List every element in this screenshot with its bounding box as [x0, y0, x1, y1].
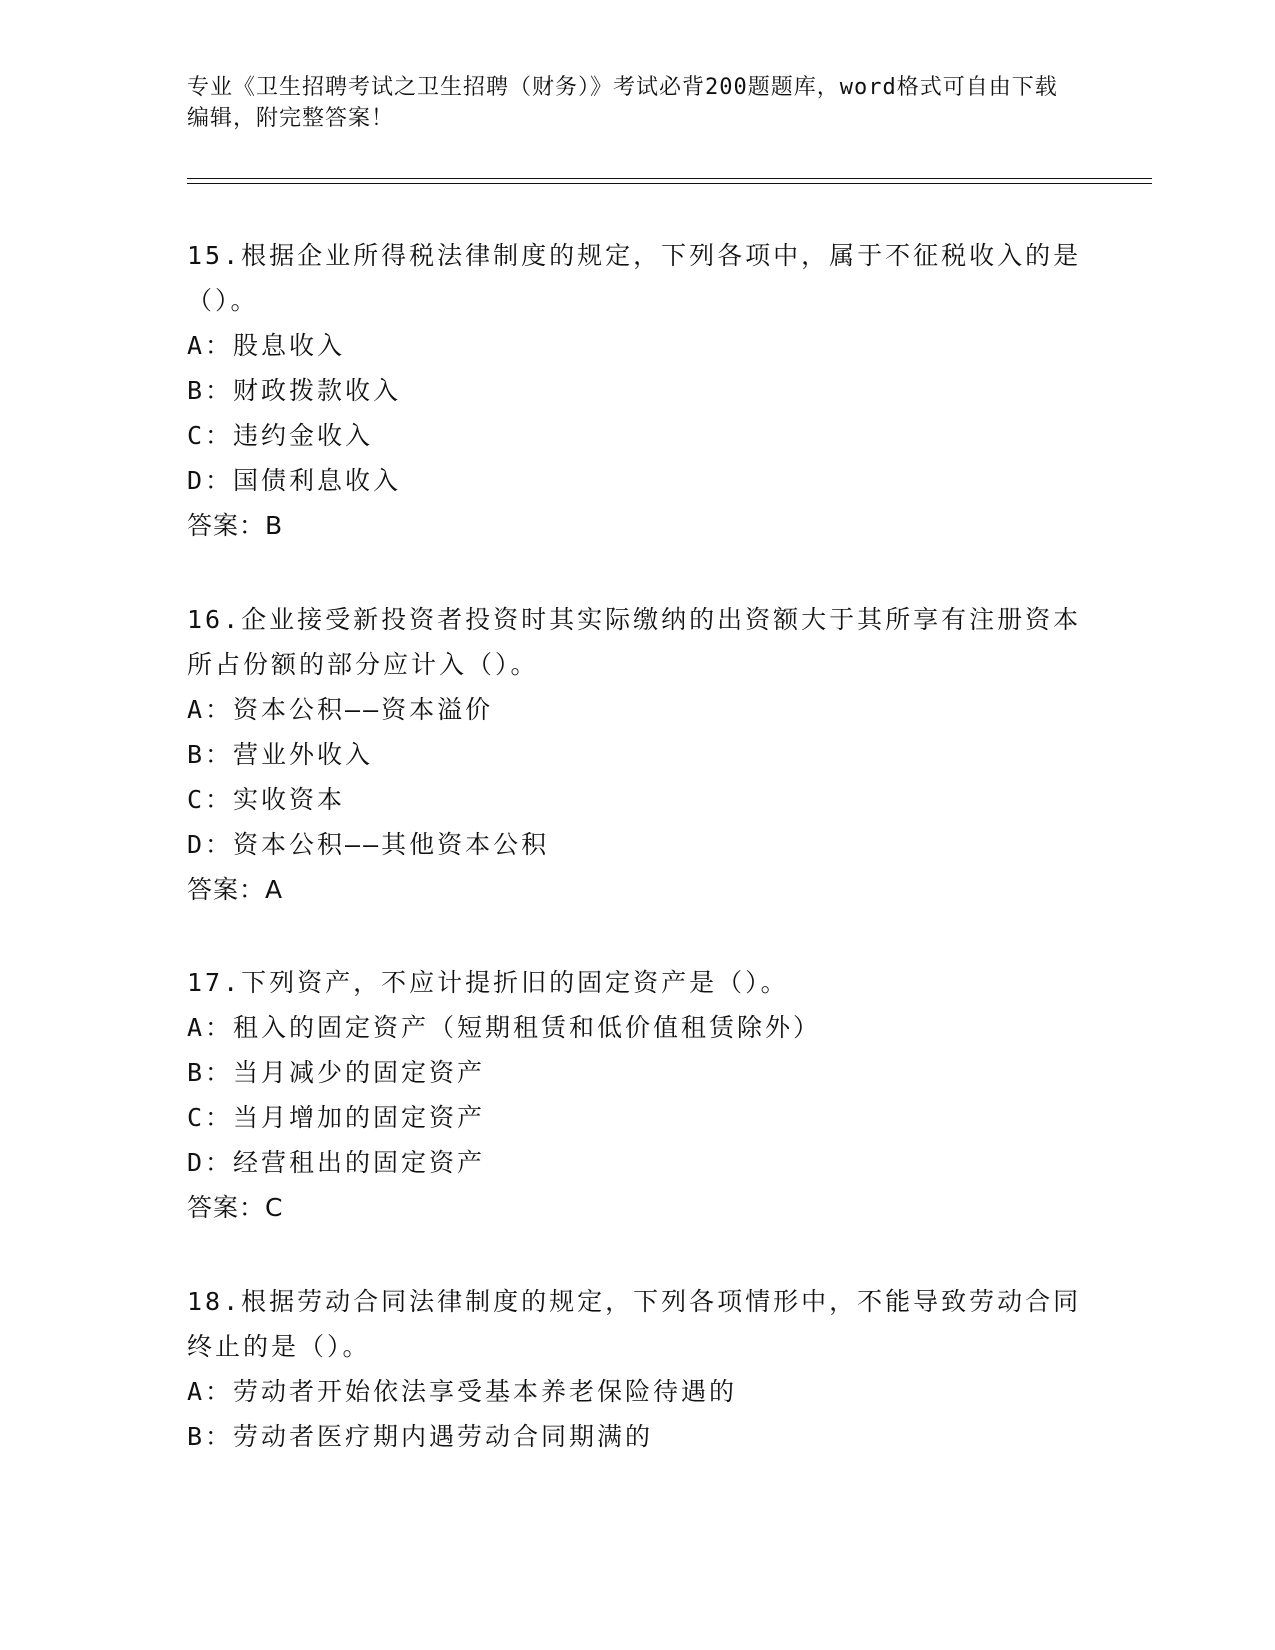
question-15 [187, 233, 1087, 548]
header-divider-bottom [187, 183, 1152, 184]
option-c: C：违约金收入 [187, 421, 374, 450]
question-16 [187, 597, 1087, 912]
option-c: C：当月增加的固定资产 [187, 1103, 486, 1132]
option-b: B：营业外收入 [187, 740, 374, 769]
question-18 [187, 1279, 1087, 1459]
answer-line: 答案：A [187, 875, 284, 904]
option-b: B：劳动者医疗期内遇劳动合同期满的 [187, 1422, 654, 1451]
option-d: D：资本公积——其他资本公积 [187, 830, 550, 859]
header-divider-top [187, 178, 1152, 179]
question-stem: 16.企业接受新投资者投资时其实际缴纳的出资额大于其所享有注册资本所占份额的部分应计入（）。 [187, 605, 1082, 679]
option-b: B：财政拨款收入 [187, 376, 402, 405]
option-a: A：劳动者开始依法享受基本养老保险待遇的 [187, 1377, 738, 1406]
option-d: D：国债利息收入 [187, 466, 402, 495]
option-c: C：实收资本 [187, 785, 346, 814]
question-stem: 17.下列资产，不应计提折旧的固定资产是（）。 [187, 968, 789, 997]
option-a: A：租入的固定资产（短期租赁和低价值租赁除外） [187, 1013, 822, 1042]
option-b: B：当月减少的固定资产 [187, 1058, 486, 1087]
document-header: 专业《卫生招聘考试之卫生招聘（财务）》考试必背200题题库，word格式可自由下载编辑，附完整答案！ [187, 75, 1058, 131]
option-d: D：经营租出的固定资产 [187, 1148, 486, 1177]
option-a: A：股息收入 [187, 331, 346, 360]
answer-line: 答案：B [187, 511, 284, 540]
answer-line: 答案：C [187, 1193, 284, 1222]
question-stem: 15.根据企业所得税法律制度的规定，下列各项中，属于不征税收入的是（）。 [187, 241, 1082, 315]
question-stem: 18.根据劳动合同法律制度的规定，下列各项情形中，不能导致劳动合同终止的是（）。 [187, 1287, 1082, 1361]
question-17 [187, 960, 1087, 1230]
option-a: A：资本公积——资本溢价 [187, 695, 494, 724]
